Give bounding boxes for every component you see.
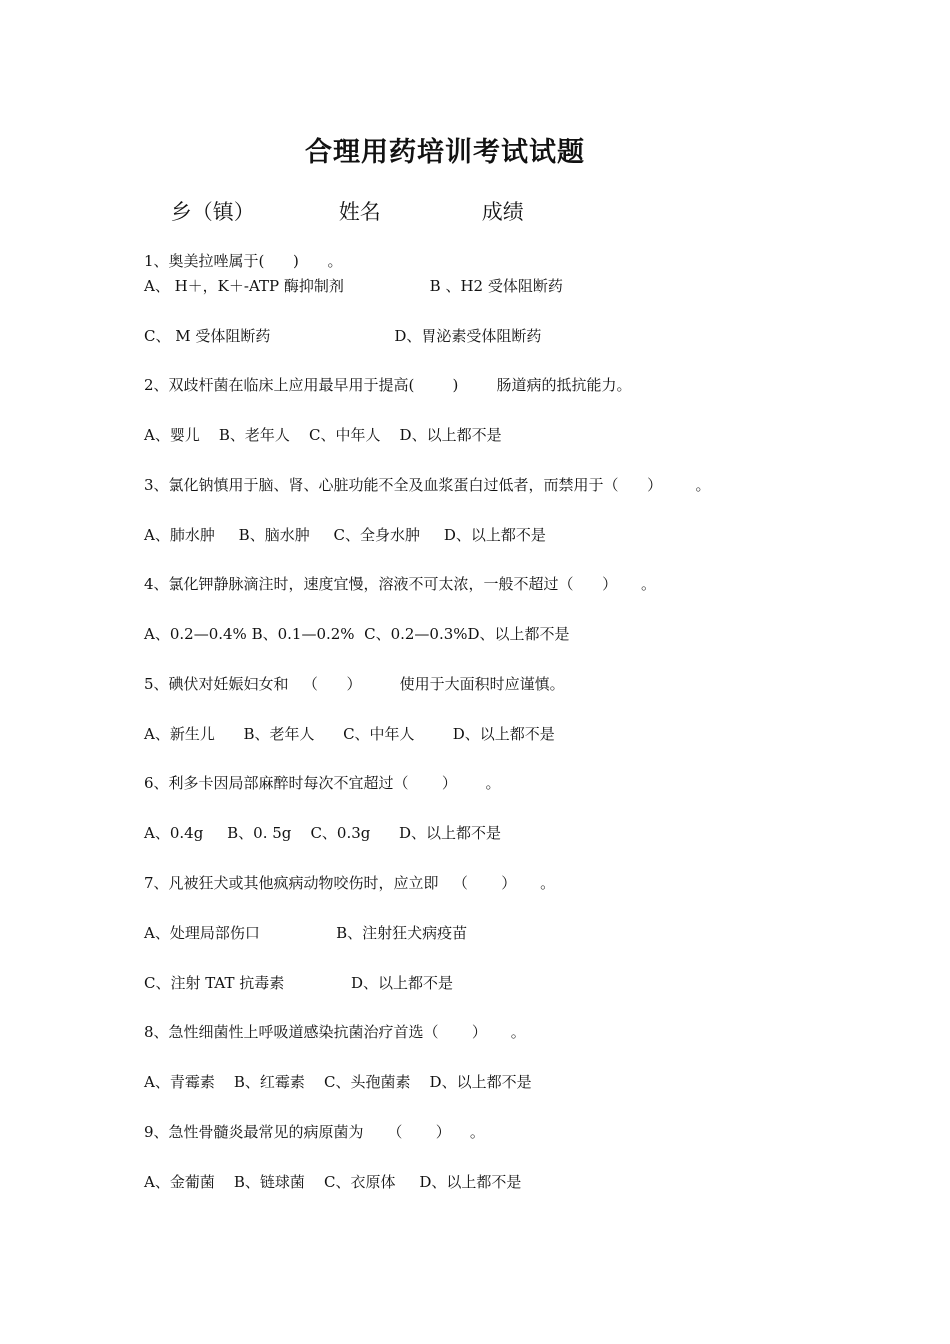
question-4-options: A、0.2—0.4% B、0.1—0.2% C、0.2—0.3%D、以上都不是 — [144, 625, 570, 643]
name-label: 姓名 — [338, 200, 381, 224]
question-4-stem: 4、氯化钾静脉滴注时，速度宜慢，溶液不可太浓，一般不超过（ ） 。 — [144, 575, 656, 593]
question-9-options: A、金葡菌 B、链球菌 C、衣原体 D、以上都不是 — [144, 1173, 522, 1191]
town-label: 乡（镇） — [170, 200, 255, 224]
score-label: 成绩 — [481, 200, 524, 224]
question-1-options-row-1: A、 H＋，K＋-ATP 酶抑制剂 B 、H2 受体阻断药 — [144, 277, 563, 295]
question-8-stem: 8、急性细菌性上呼吸道感染抗菌治疗首选（ ） 。 — [144, 1023, 526, 1041]
question-5-stem: 5、碘伏对妊娠妇女和 （ ） 使用于大面积时应谨慎。 — [144, 675, 565, 693]
question-2-stem: 2、双歧杆菌在临床上应用最早用于提高( ) 肠道病的抵抗能力。 — [144, 376, 632, 394]
question-6-stem: 6、利多卡因局部麻醉时每次不宜超过（ ） 。 — [144, 774, 501, 792]
question-1-stem: 1、奥美拉唑属于( ) 。 — [144, 252, 343, 270]
question-5-options: A、新生儿 B、老年人 C、中年人 D、以上都不是 — [144, 725, 555, 743]
question-9-stem: 9、急性骨髓炎最常见的病原菌为 （ ） 。 — [144, 1123, 485, 1141]
question-8-options: A、青霉素 B、红霉素 C、头孢菌素 D、以上都不是 — [144, 1073, 532, 1091]
exam-title: 合理用药培训考试试题 — [305, 137, 585, 168]
question-6-options: A、0.4g B、0. 5g C、0.3g D、以上都不是 — [144, 824, 502, 842]
question-1-options-row-2: C、 M 受体阻断药 D、胃泌素受体阻断药 — [144, 327, 542, 345]
question-7-stem: 7、凡被狂犬或其他疯病动物咬伤时，应立即 （ ） 。 — [144, 874, 556, 892]
question-7-options-row-2: C、注射 TAT 抗毒素 D、以上都不是 — [144, 974, 453, 992]
exam-header-fields — [144, 172, 524, 250]
question-3-stem: 3、氯化钠慎用于脑、肾、心脏功能不全及血浆蛋白过低者，而禁用于（ ） 。 — [144, 476, 711, 494]
question-7-options-row-1: A、处理局部伤口 B、注射狂犬病疫苗 — [144, 924, 468, 942]
question-3-options: A、肺水肿 B、脑水肿 C、全身水肿 D、以上都不是 — [144, 526, 546, 544]
question-2-options: A、婴儿 B、老年人 C、中年人 D、以上都不是 — [144, 426, 502, 444]
